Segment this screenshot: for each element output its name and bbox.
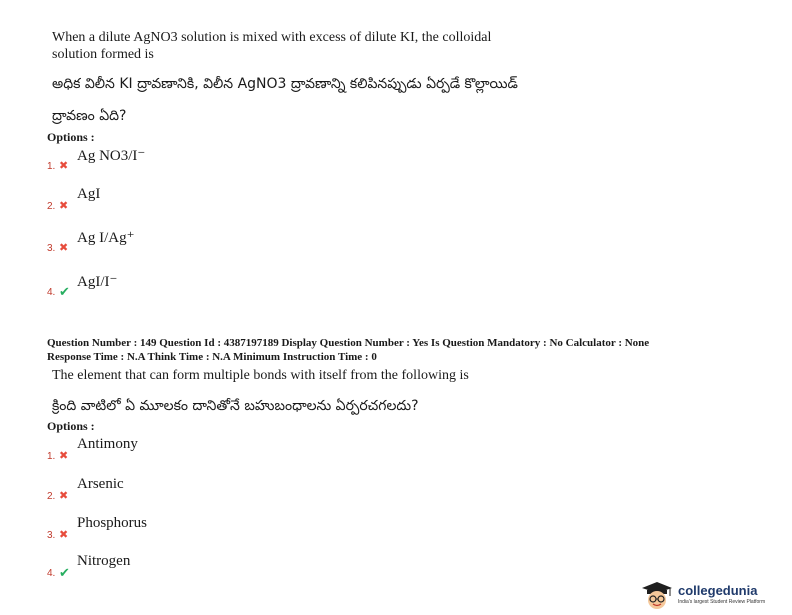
mascot-icon (640, 580, 674, 610)
q1-option-4 (47, 272, 447, 298)
option-number: 3. (47, 243, 56, 254)
q1-option-1 (47, 146, 447, 172)
option-text: Phosphorus (77, 515, 148, 531)
option-text: Nitrogen (77, 553, 131, 569)
q1-options-label: Options : (47, 130, 95, 144)
q2-option-3 (47, 515, 447, 541)
option-number: 4. (47, 568, 56, 579)
option-text: AgI/I⁻ (77, 274, 118, 290)
q1-telugu-line1: అధిక విలీన KI ద్రావణానికి, విలీన AgNO3 ద్రావణాన్ని కలిపినప్పుడు ఏర్పడే కొల్లాయిడ్ (52, 76, 518, 92)
q1-option-2 (47, 186, 447, 212)
logo-brand-text: collegedunia (678, 583, 758, 598)
q2-option-1 (47, 436, 447, 462)
cross-icon: ✖ (59, 200, 69, 212)
cross-icon: ✖ (59, 490, 69, 502)
option-text: Ag I/Ag⁺ (77, 230, 135, 246)
q1-english-line2: solution formed is (52, 47, 154, 62)
option-text: Arsenic (77, 476, 124, 492)
q2-option-4 (47, 553, 447, 579)
q1-telugu-line2: ద్రావణం ఏది? (52, 108, 127, 124)
q2-options-label: Options : (47, 419, 95, 433)
cross-icon: ✖ (59, 160, 69, 172)
q2-telugu-line1: క్రింది వాటిలో ఏ మూలకం దానితోనే బహుబంధాలను ఏర్పరచగలదు? (52, 398, 419, 414)
option-text: Antimony (77, 436, 138, 452)
q1-option-3 (47, 228, 447, 254)
option-text: AgI (77, 186, 101, 202)
option-text: Ag NO3/I⁻ (77, 148, 146, 164)
check-icon: ✔ (59, 565, 70, 580)
cross-icon: ✖ (59, 450, 69, 462)
option-number: 2. (47, 201, 56, 212)
q1-english-line1: When a dilute AgNO3 solution is mixed with excess of dilute KI, the colloidal (52, 30, 492, 45)
q2-english-line1: The element that can form multiple bonds with itself from the following is (52, 368, 469, 383)
cross-icon: ✖ (59, 529, 69, 541)
q2-meta-line2: Response Time : N.A Think Time : N.A Minimum Instruction Time : 0 (47, 351, 377, 363)
option-number: 1. (47, 161, 56, 172)
option-number: 2. (47, 491, 56, 502)
cross-icon: ✖ (59, 242, 69, 254)
option-number: 1. (47, 451, 56, 462)
collegedunia-logo (640, 580, 790, 610)
q2-option-2 (47, 476, 447, 502)
logo-tagline: India's largest Student Review Platform (678, 599, 766, 605)
option-number: 3. (47, 530, 56, 541)
q2-meta-line1: Question Number : 149 Question Id : 4387197189 Display Question Number : Yes Is Question Mandatory : No Calculator : None (47, 337, 650, 349)
option-number: 4. (47, 287, 56, 298)
check-icon: ✔ (59, 284, 70, 299)
